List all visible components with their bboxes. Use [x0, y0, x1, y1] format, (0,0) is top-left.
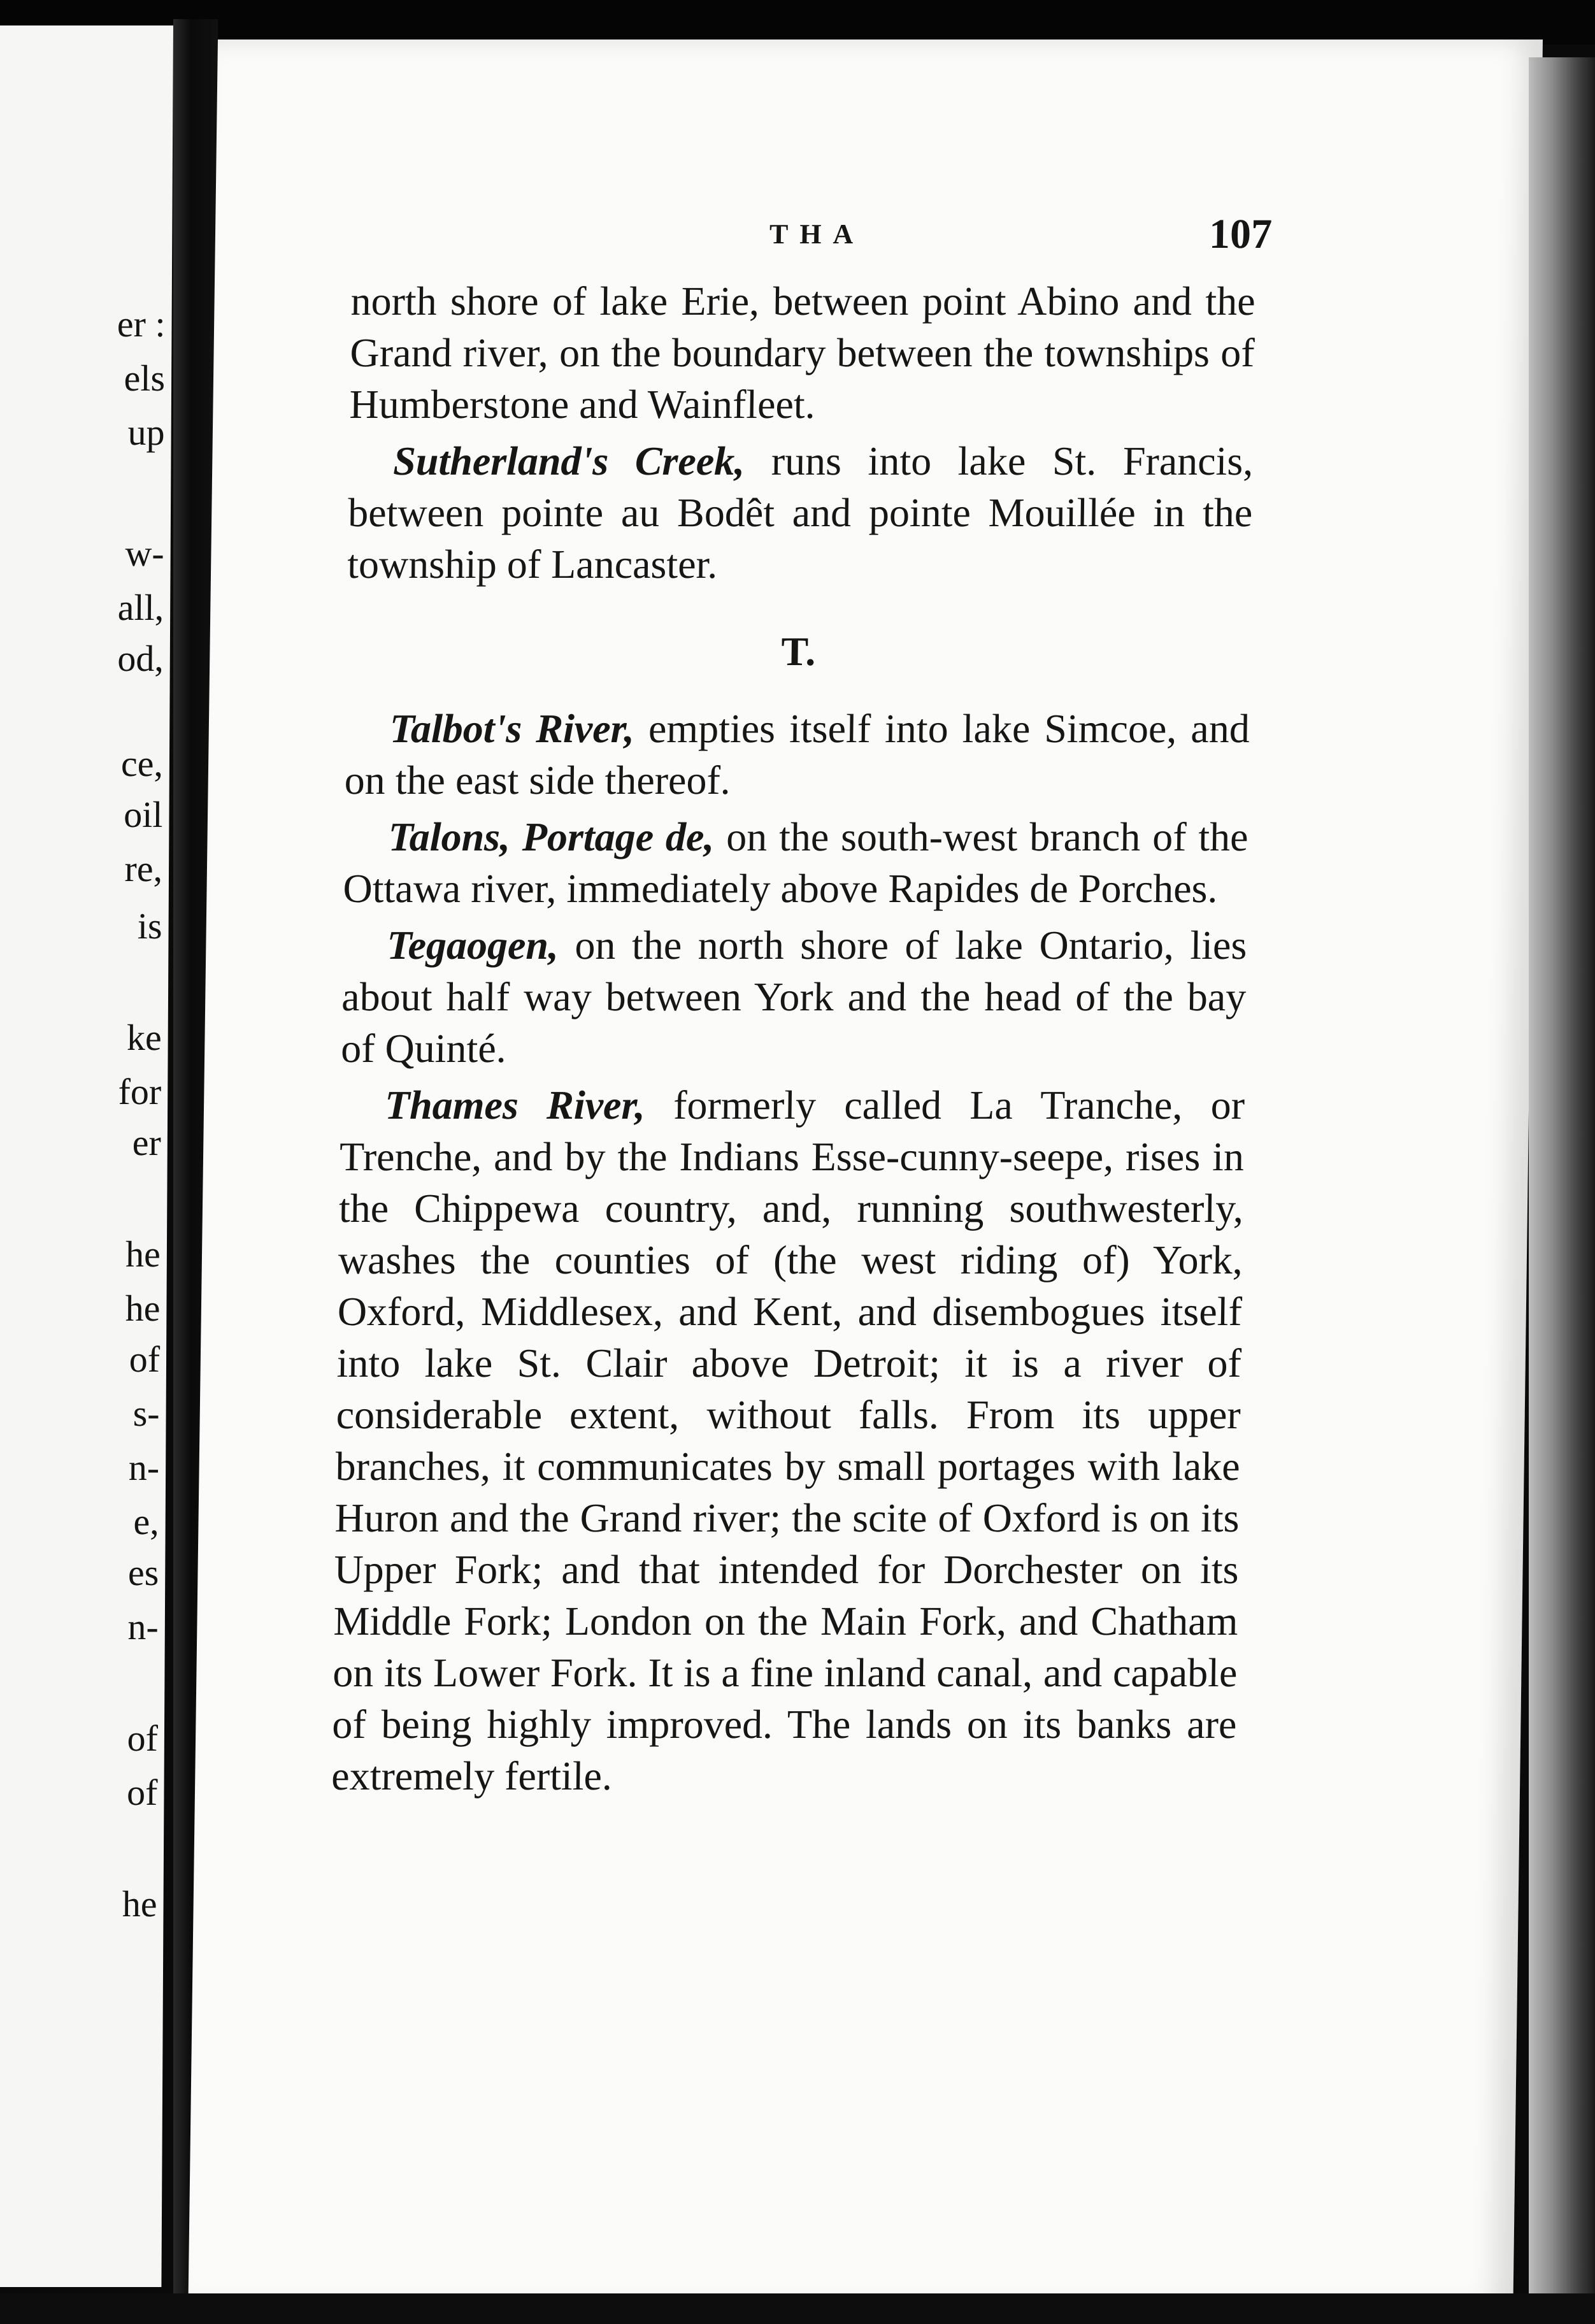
prev-page-line: s- — [132, 1393, 160, 1434]
page-number: 107 — [1208, 211, 1273, 257]
prev-page-line: els — [124, 357, 166, 399]
entry-text: on the north shore of lake Ontario, lies about half way between York and the head of the bay of Quinté. — [340, 922, 1247, 1071]
entry-term: Sutherland's Creek, — [392, 438, 745, 484]
entry-term: Talbot's River, — [389, 706, 635, 751]
prev-page-line: n- — [127, 1606, 159, 1647]
prev-page-line: ke — [126, 1017, 162, 1058]
scanner-frame-bottom — [0, 2293, 1595, 2324]
entry-term: Tegaogen, — [386, 922, 559, 968]
prev-page-line: e, — [133, 1501, 159, 1542]
entry-text: runs into lake St. Francis, between pointe au Bodêt and pointe Mouillée in the township of Lancaster. — [347, 438, 1254, 587]
prev-page-line: of — [129, 1338, 161, 1380]
entry-talbots-river — [344, 703, 1250, 806]
section-heading: T. — [780, 629, 816, 674]
prev-page-line: n- — [128, 1447, 160, 1488]
prev-page-line: ce, — [120, 743, 164, 784]
prev-page-line: od, — [117, 638, 164, 679]
book-page — [188, 39, 1543, 2307]
entry-text: formerly called La Tranche, or Trenche, and by the Indians Esse-cunny-seepe, rises in the Chippewa country, and, running southwesterly, washes the counties of (the west riding of) York, Oxford, Middlesex, and Kent, and disembogues itself into lake St. Clair above Detroit; it is a river of considerable extent, without falls. From its upper branches, it communicates by small portages with lake Huron and the Grand river; the scite of Oxford is on its Upper Fork; and that intended for Dorchester on its Middle Fork; London on the Main Fork, and Chatham on its Lower Fork. It is a fine inland canal, and capable of being highly improved. The lands on its banks are extremely fertile. — [331, 1082, 1245, 1798]
entry-tegaogen — [341, 919, 1247, 1074]
page-text — [331, 275, 1255, 1802]
prev-page-line: re, — [124, 848, 163, 889]
entry-text: empties itself into lake Simcoe, and on the east side thereof. — [344, 706, 1250, 803]
prev-page-line: es — [127, 1552, 159, 1593]
prev-page-line: he — [122, 1883, 157, 1925]
prev-page-line: er : — [117, 303, 166, 345]
prev-page-line: of — [126, 1772, 158, 1813]
prev-page-line: w- — [125, 533, 164, 574]
prev-page-line: he — [125, 1233, 161, 1275]
running-head: THA — [769, 219, 865, 250]
prev-page-line: er — [132, 1122, 161, 1163]
previous-page — [0, 25, 173, 2287]
prev-page-line: up — [127, 412, 165, 453]
prev-page-line: he — [125, 1288, 161, 1329]
prev-page-line: for — [118, 1071, 162, 1112]
prev-page-line: oil — [124, 794, 163, 835]
prev-page-line: of — [127, 1718, 159, 1759]
entry-thames-river — [331, 1079, 1245, 1802]
entry-sutherlands-creek — [347, 435, 1254, 590]
entry-term: Talons, Portage de, — [388, 814, 715, 859]
scanner-frame-top — [0, 0, 1595, 45]
prev-page-line: is — [137, 905, 162, 947]
paragraph-continuation: north shore of lake Erie, between point Abino and the Grand river, on the boundary between the townships of Humberstone and Wainfleet. — [349, 278, 1256, 427]
entry-term: Thames River, — [384, 1082, 646, 1128]
prev-page-line: all, — [117, 587, 164, 628]
entry-talons-portage — [343, 811, 1248, 914]
entry-text: on the south-west branch of the Ottawa river, immediately above Rapides de Porches. — [343, 814, 1249, 911]
page-stack-edge — [1529, 57, 1595, 2324]
